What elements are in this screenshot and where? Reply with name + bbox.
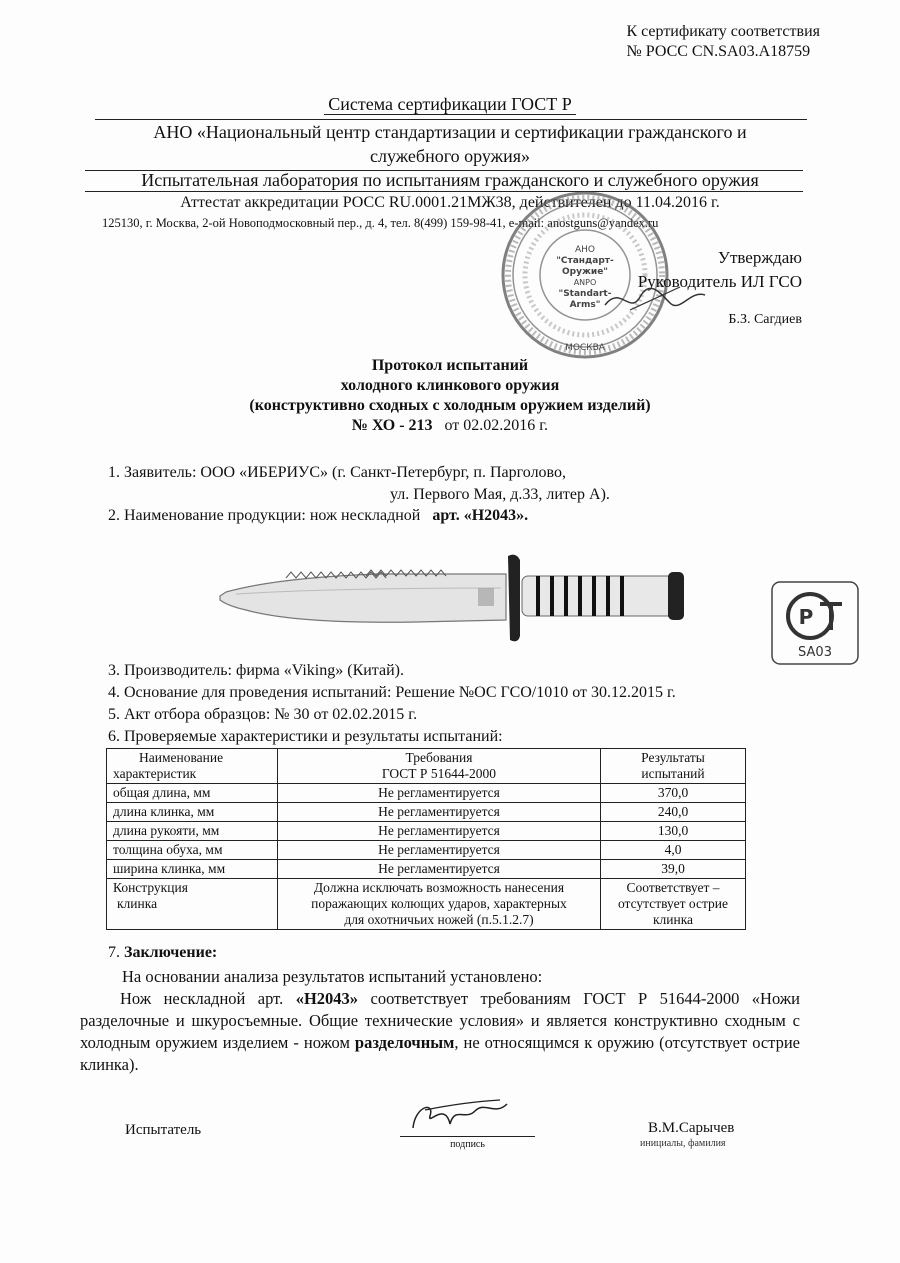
- address: 125130, г. Москва, 2-ой Новоподмосковный пер., д. 4, тел. 8(499) 159-98-41, e-mail: anostguns@yandex.ru: [102, 216, 659, 230]
- row-name: ширина клинка, мм: [107, 860, 278, 879]
- row-result: 370,0: [601, 784, 746, 803]
- stamp-text-bottom: МОСКВА: [565, 343, 605, 353]
- checked-characteristics: 6. Проверяемые характеристики и результаты испытаний:: [108, 728, 503, 745]
- signature-line: [400, 1136, 535, 1137]
- signature-caption: подпись: [450, 1139, 485, 1150]
- title-line3: (конструктивно сходных с холодным оружием изделий): [249, 397, 651, 414]
- stamp-text-1: АНО: [574, 245, 596, 255]
- title-line2: холодного клинкового оружия: [340, 377, 560, 394]
- construction-res-line3: клинка: [652, 912, 694, 927]
- knife-photo: [216, 548, 696, 648]
- stamp-text-2: "Стандарт-: [556, 256, 614, 266]
- construction-req-line1: Должна исключать возможность нанесения: [313, 880, 565, 895]
- approver-name: Б.З. Сагдиев: [728, 312, 802, 327]
- tester-name: В.М.Сарычев: [648, 1120, 735, 1136]
- construction-res-line1: Соответствует –: [626, 880, 720, 895]
- header-req-line1: Требования: [405, 750, 473, 765]
- header-name: [107, 749, 278, 784]
- table-row: [107, 822, 746, 841]
- row-name: толщина обуха, мм: [107, 841, 278, 860]
- protocol-title: [0, 356, 900, 436]
- title-line1: Протокол испытаний: [371, 357, 529, 374]
- cert-ref-line1: К сертификату соответствия: [626, 23, 820, 40]
- product-name: [108, 507, 528, 525]
- laboratory-name: Испытательная лаборатория по испытаниям гражданского и служебного оружия: [141, 170, 759, 190]
- conclusion-paragraph: [80, 988, 800, 1076]
- approver-signature: [600, 275, 710, 325]
- conclusion-p-start: Нож нескладной арт.: [120, 989, 296, 1008]
- row-name: [107, 879, 278, 930]
- conclusion-text: [80, 966, 800, 1076]
- construction-req-line2: поражающих колющих ударов, характерных: [311, 896, 567, 911]
- header-res-line2: испытаний: [641, 766, 705, 781]
- row-requirement: Не регламентируется: [278, 784, 601, 803]
- row-requirement: Не регламентируется: [278, 841, 601, 860]
- accreditation: Аттестат аккредитации РОСС RU.0001.21МЖ38, действителен до 11.04.2016 г.: [180, 194, 720, 211]
- cert-ref-line2: № РОСС CN.SA03.А18759: [626, 43, 811, 60]
- applicant-line1: 1. Заявитель: ООО «ИБЕРИУС» (г. Санкт-Петербург, п. Парголово,: [108, 464, 566, 481]
- row-requirement: Не регламентируется: [278, 860, 601, 879]
- conclusion-article: «H2043»: [295, 989, 359, 1008]
- org-line2: служебного оружия»: [369, 146, 531, 166]
- row-result: 4,0: [601, 841, 746, 860]
- stamp-text-4: ANPO: [573, 278, 597, 287]
- items-3-6: [108, 660, 676, 748]
- applicant-line2: ул. Первого Мая, д.33, литер А).: [390, 486, 610, 503]
- approver-position: Руководитель ИЛ ГСО: [637, 272, 802, 291]
- row-name: длина клинка, мм: [107, 803, 278, 822]
- test-basis: 4. Основание для проведения испытаний: Решение №ОС ГСО/1010 от 30.12.2015 г.: [108, 684, 676, 701]
- stamp-text-5: "Standart-: [558, 289, 612, 299]
- conclusion-number: 7.: [108, 944, 120, 961]
- stamp-text-3: Оружие": [561, 267, 609, 277]
- table-row-construction: [107, 879, 746, 930]
- construction-res-line2: отсутствует острие: [617, 896, 729, 911]
- protocol-date: от 02.02.2016 г.: [444, 417, 549, 434]
- table-row: [107, 784, 746, 803]
- construction-line1: Конструкция: [113, 880, 188, 895]
- conclusion-title: Заключение:: [124, 944, 218, 961]
- row-result: [601, 879, 746, 930]
- rst-certification-mark: [770, 580, 860, 666]
- table-header-row: [107, 749, 746, 784]
- row-name: общая длина, мм: [107, 784, 278, 803]
- conclusion-knife-type: разделочным: [354, 1033, 455, 1052]
- results-table: [106, 748, 746, 930]
- svg-text:Р: Р: [798, 605, 814, 629]
- header-rule-bottom: [85, 191, 803, 192]
- manufacturer: 3. Производитель: фирма «Viking» (Китай).: [108, 662, 404, 679]
- row-name: длина рукояти, мм: [107, 822, 278, 841]
- org-line1: АНО «Национальный центр стандартизации и сертификации гражданского и: [153, 122, 747, 142]
- header-requirements: [278, 749, 601, 784]
- construction-line2: клинка: [117, 896, 158, 911]
- row-result: 240,0: [601, 803, 746, 822]
- product-article: арт. «H2043».: [432, 507, 529, 524]
- certificate-reference: [626, 22, 820, 62]
- results-table-wrap: [106, 748, 746, 930]
- table-row: [107, 841, 746, 860]
- row-result: 130,0: [601, 822, 746, 841]
- table-row: [107, 860, 746, 879]
- tester-label: Испытатель: [125, 1122, 202, 1138]
- protocol-number: № ХО - 213: [351, 417, 433, 434]
- header-res-line1: Результаты: [641, 750, 705, 765]
- certification-system: [0, 94, 900, 115]
- conclusion-line1: На основании анализа результатов испытаний установлено:: [122, 967, 543, 986]
- approve-label: Утверждаю: [717, 248, 802, 267]
- construction-req-line3: для охотничьих ножей (п.5.1.2.7): [344, 912, 534, 927]
- conclusion-heading: [108, 944, 217, 962]
- sampling-act: 5. Акт отбора образцов: № 30 от 02.02.2015 г.: [108, 706, 418, 723]
- header-req-line2: ГОСТ Р 51644-2000: [381, 766, 497, 781]
- stamp-text-6: Arms": [569, 300, 601, 310]
- row-requirement: Не регламентируется: [278, 803, 601, 822]
- system-title: Система сертификации ГОСТ Р: [324, 94, 576, 115]
- mark-code: SA03: [798, 645, 832, 660]
- table-row: [107, 803, 746, 822]
- applicant: [108, 462, 610, 506]
- organization-name: [95, 120, 805, 168]
- header-results: [601, 749, 746, 784]
- header-name-line1: Наименование: [139, 750, 224, 765]
- title-number-line: [0, 416, 900, 436]
- row-requirement: Не регламентируется: [278, 822, 601, 841]
- header-name-line2: характеристик: [113, 766, 197, 781]
- product-prefix: 2. Наименование продукции: нож нескладной: [108, 507, 421, 524]
- conclusion-p-mid: соответствует требованиям ГОСТ Р 51644-2000 «Ножи разделочные и шкуросъемные. Общие технические условия» и является конструктивно сходным с холодным оружием изделием - ножом: [80, 989, 801, 1052]
- conclusion-p-end: , не относящимся к оружию (отсутствует острие клинка).: [80, 1033, 800, 1074]
- name-caption: инициалы, фамилия: [640, 1138, 726, 1149]
- row-requirement: [278, 879, 601, 930]
- tester-signature: [405, 1096, 515, 1136]
- row-result: 39,0: [601, 860, 746, 879]
